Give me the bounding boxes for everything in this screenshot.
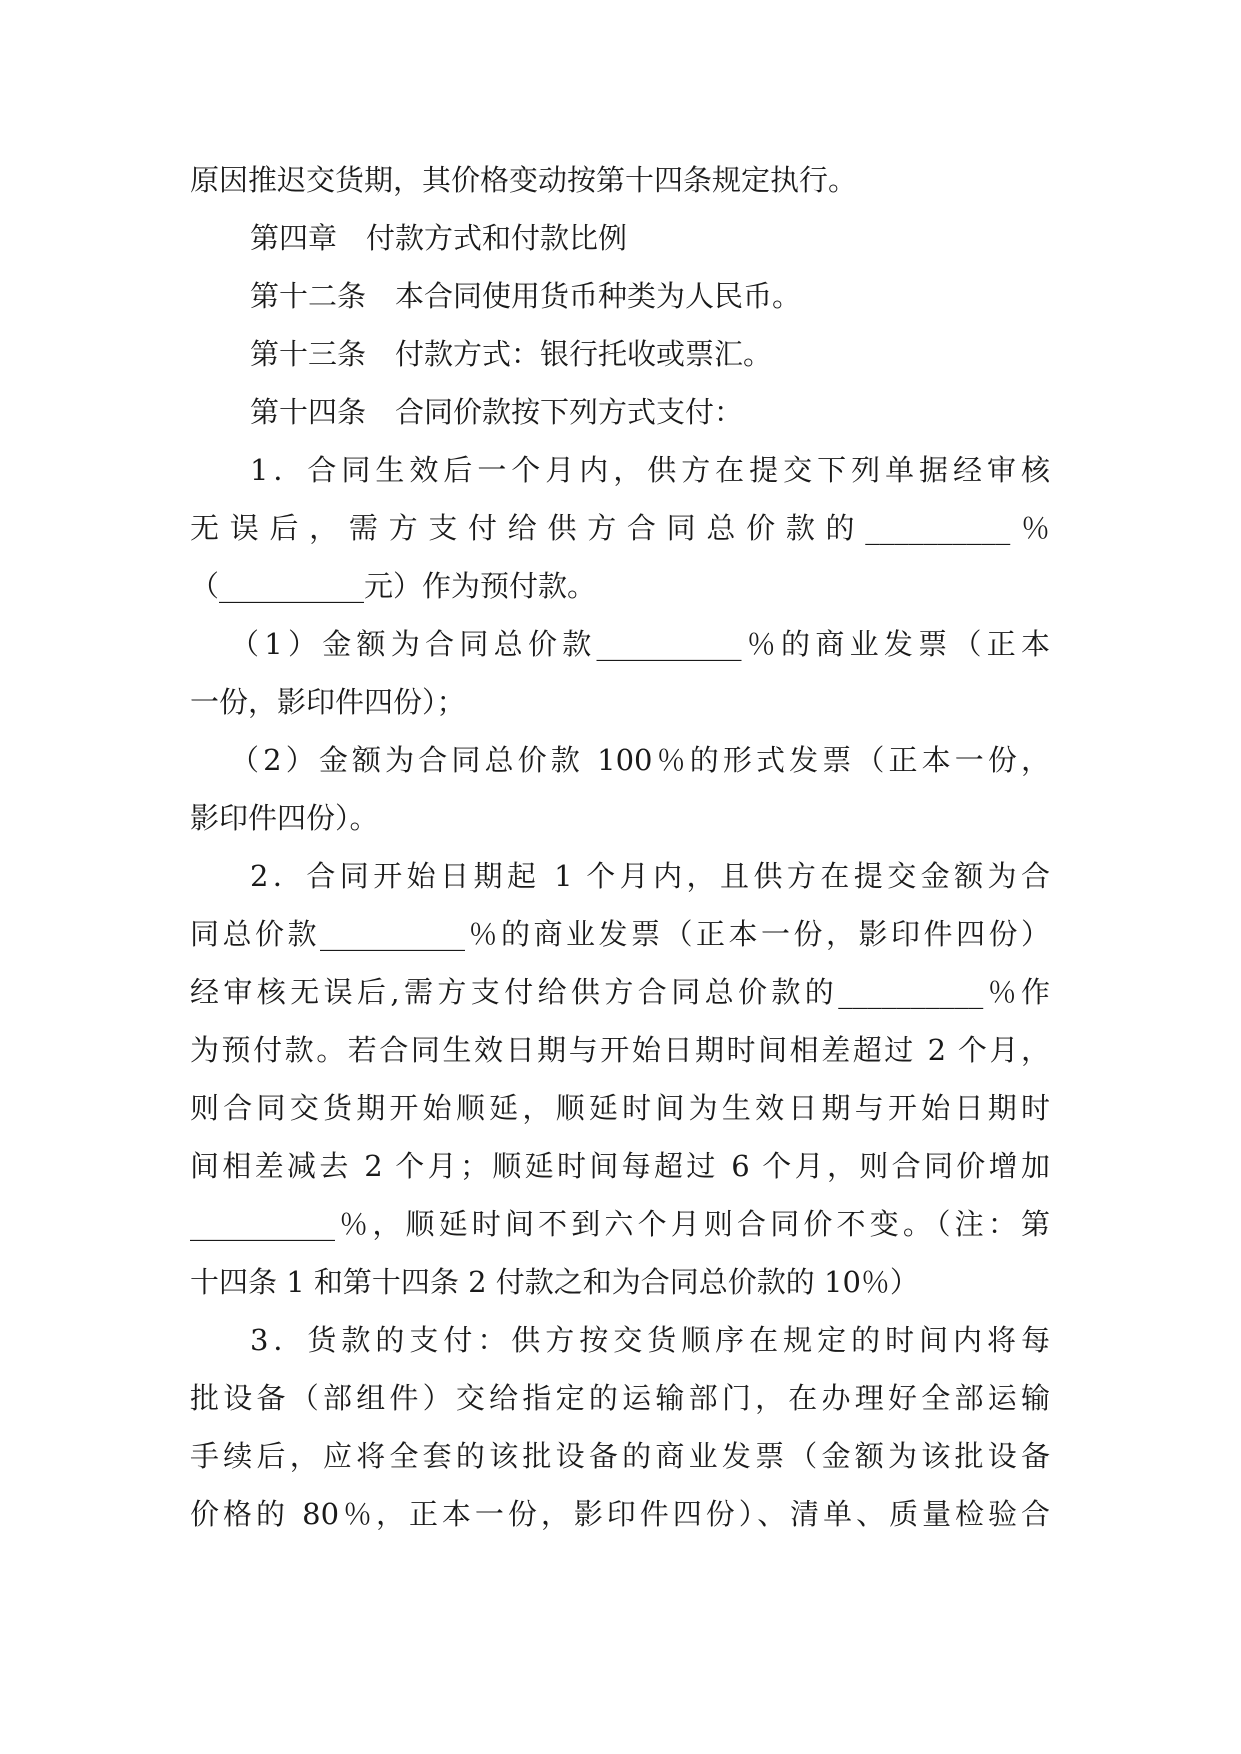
article-12: 第十二条 本合同使用货币种类为人民币。 — [250, 279, 802, 313]
text-line: （1）金额为合同总价款__________％的商业发票（正本 — [230, 627, 1050, 661]
text-line: 十四条 1 和第十四条 2 付款之和为合同总价款的 10％） — [190, 1265, 919, 1299]
text-line: 无误后，需方支付给供方合同总价款的__________％ — [190, 511, 1050, 545]
text-line: 3．货款的支付：供方按交货顺序在规定的时间内将每 — [250, 1323, 1050, 1357]
text-line: 一份，影印件四份）； — [190, 685, 466, 719]
text-line: 价格的 80％，正本一份，影印件四份）、清单、质量检验合 — [190, 1497, 1050, 1531]
text-line: （2）金额为合同总价款 100％的形式发票（正本一份， — [230, 743, 1050, 777]
text-line: 手续后，应将全套的该批设备的商业发票（金额为该批设备 — [190, 1439, 1050, 1473]
text-line: 为预付款。若合同生效日期与开始日期时间相差超过 2 个月， — [190, 1033, 1050, 1067]
text-line: 经审核无误后,需方支付给供方合同总价款的__________％作 — [190, 975, 1050, 1009]
text-line: 同总价款__________％的商业发票（正本一份，影印件四份） — [190, 917, 1050, 951]
text-line: 批设备（部组件）交给指定的运输部门，在办理好全部运输 — [190, 1381, 1050, 1415]
text-line: 2．合同开始日期起 1 个月内，且供方在提交金额为合 — [250, 859, 1050, 893]
text-line: __________％，顺延时间不到六个月则合同价不变。（注：第 — [190, 1207, 1050, 1241]
text-line: 间相差减去 2 个月；顺延时间每超过 6 个月，则合同价增加 — [190, 1149, 1050, 1183]
text-line: 则合同交货期开始顺延，顺延时间为生效日期与开始日期时 — [190, 1091, 1050, 1125]
article-14: 第十四条 合同价款按下列方式支付： — [250, 395, 744, 429]
chapter-heading: 第四章 付款方式和付款比例 — [250, 221, 628, 255]
article-13: 第十三条 付款方式：银行托收或票汇。 — [250, 337, 773, 371]
text-line: 原因推迟交货期，其价格变动按第十四条规定执行。 — [190, 163, 858, 197]
text-line: 1．合同生效后一个月内，供方在提交下列单据经审核 — [250, 453, 1050, 487]
text-line: （__________元）作为预付款。 — [190, 569, 597, 603]
text-line: 影印件四份）。 — [190, 801, 379, 835]
